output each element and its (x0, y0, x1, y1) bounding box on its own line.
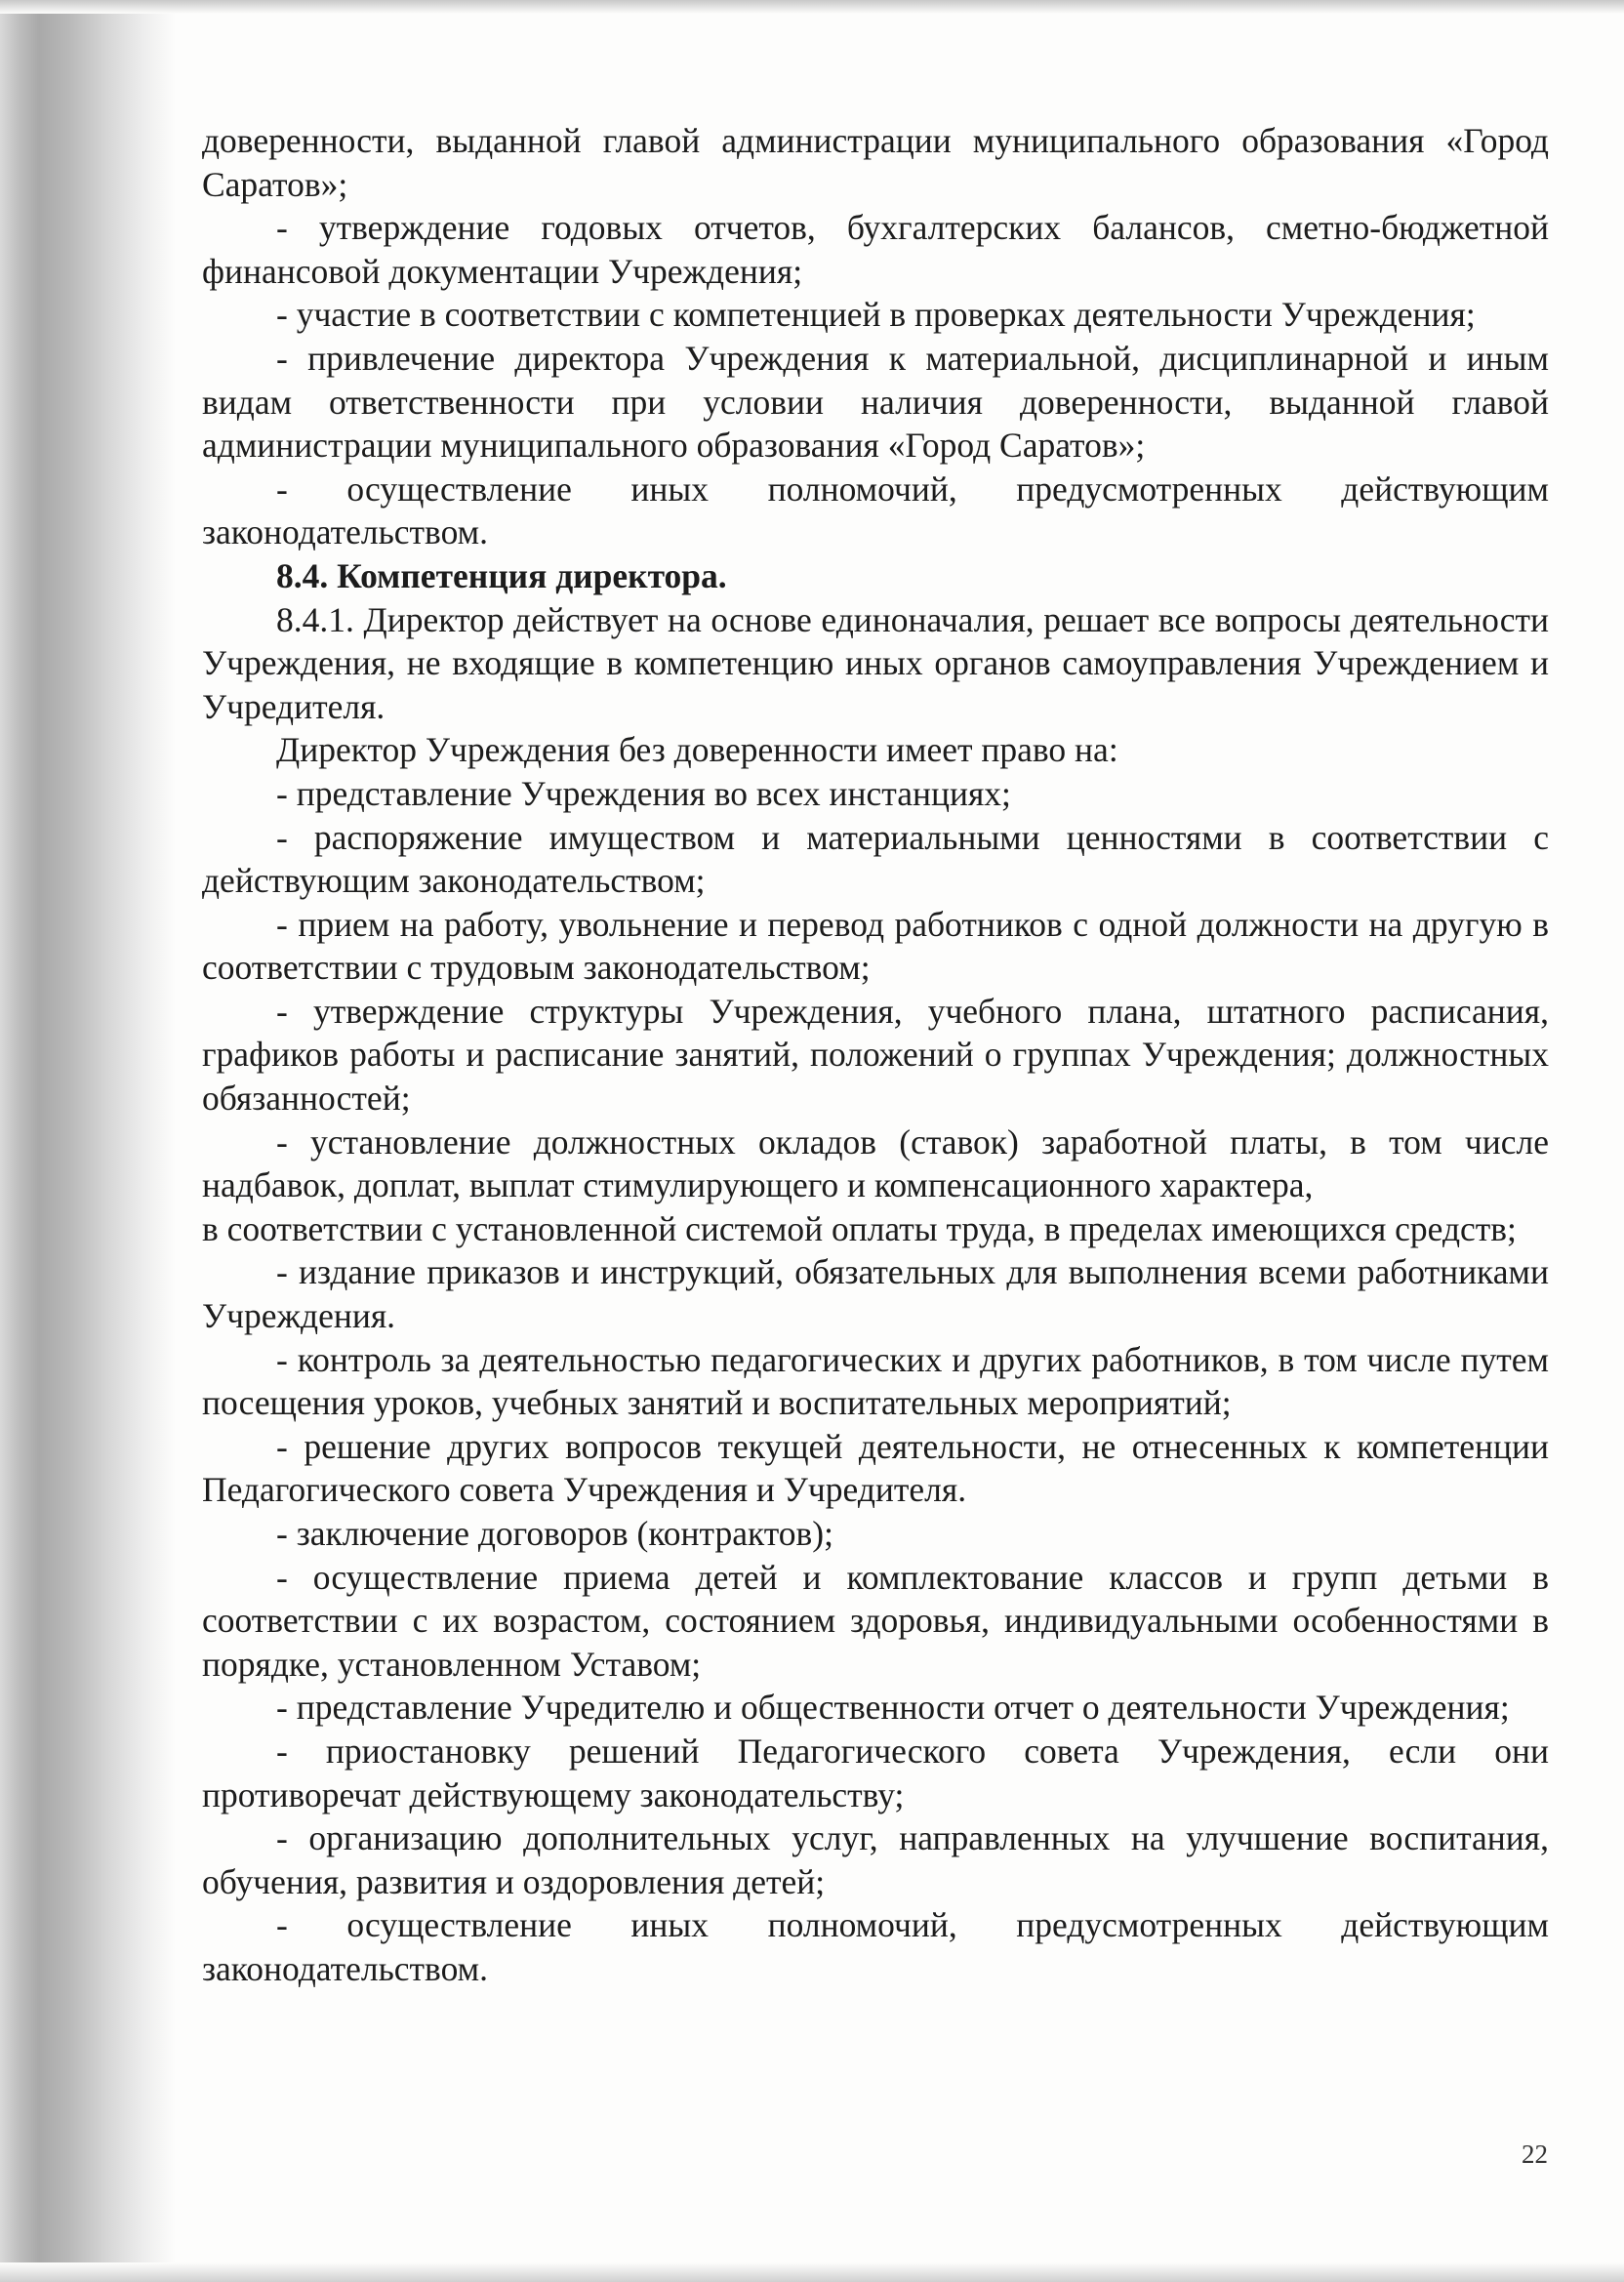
paragraph-item: - осуществление иных полномочий, предусмотренных действующим законодательством. (202, 469, 1549, 552)
list-item: - решение других вопросов текущей деятельности, не отнесенных к компетенции Педагогического совета Учреждения и Учредителя. (202, 1426, 1549, 1510)
list-item: - приостановку решений Педагогического совета Учреждения, если они противоречат действующему законодательству; (202, 1731, 1549, 1814)
list-item: - прием на работу, увольнение и перевод работников с одной должности на другую в соответствии с трудовым законодательством; (202, 904, 1549, 988)
list-item: - издание приказов и инструкций, обязательных для выполнения всеми работниками Учреждения. (202, 1252, 1549, 1336)
list-item: - установление должностных окладов (ставок) заработной платы, в том числе надбавок, доплат, выплат стимулирующего и компенсационного характера, (202, 1121, 1549, 1205)
list-item: - организацию дополнительных услуг, направленных на улучшение воспитания, обучения, развития и оздоровления детей; (202, 1818, 1549, 1901)
paragraph-item: - привлечение директора Учреждения к материальной, дисциплинарной и иным видам ответственности при условии наличия доверенности, выданной главой администрации муниципального образования «Город Саратов»; (202, 338, 1549, 466)
paragraph-continuation: доверенности, выданной главой администрации муниципального образования «Город Саратов»; (202, 121, 1549, 204)
list-item: - представление Учреждения во всех инстанциях; (276, 773, 1011, 813)
list-item-continuation: в соответствии с установленной системой оплаты труда, в пределах имеющихся средств; (202, 1208, 1517, 1248)
list-item: - утверждение структуры Учреждения, учебного плана, штатного расписания, графиков работы и расписание занятий, положений о группах Учреждения; должностных обязанностей; (202, 991, 1549, 1119)
list-item: - представление Учредителю и общественности отчет о деятельности Учреждения; (276, 1688, 1510, 1728)
scan-shadow-top (0, 0, 1624, 14)
section-heading: 8.4. Компетенция директора. (276, 555, 727, 595)
page-number: 22 (1522, 2139, 1548, 2169)
list-item: - контроль за деятельностью педагогических и других работников, в том числе путем посещения уроков, учебных занятий и воспитательных мероприятий; (202, 1339, 1549, 1423)
document-body (202, 119, 1549, 1991)
section-paragraph: Директор Учреждения без доверенности имеет право на: (276, 730, 1118, 770)
list-item: - распоряжение имуществом и материальными ценностями в соответствии с действующим законодательством; (202, 817, 1549, 901)
scan-shadow-bottom (0, 2262, 1624, 2282)
list-item: - заключение договоров (контрактов); (276, 1514, 833, 1553)
scan-shadow-left (0, 0, 176, 2282)
list-item: - осуществление иных полномочий, предусмотренных действующим законодательством. (202, 1905, 1549, 1988)
list-item: - осуществление приема детей и комплектование классов и групп детьми в соответствии с их возрастом, состоянием здоровья, индивидуальными особенностями в порядке, установленном Уставом; (202, 1557, 1549, 1684)
section-paragraph: 8.4.1. Директор действует на основе единоначалия, решает все вопросы деятельности Учреждения, не входящие в компетенцию иных органов самоуправления Учреждением и Учредителя. (202, 599, 1549, 726)
paragraph-item: - утверждение годовых отчетов, бухгалтерских балансов, сметно-бюджетной финансовой документации Учреждения; (202, 208, 1549, 291)
paragraph-item: - участие в соответствии с компетенцией в проверках деятельности Учреждения; (276, 295, 1476, 335)
